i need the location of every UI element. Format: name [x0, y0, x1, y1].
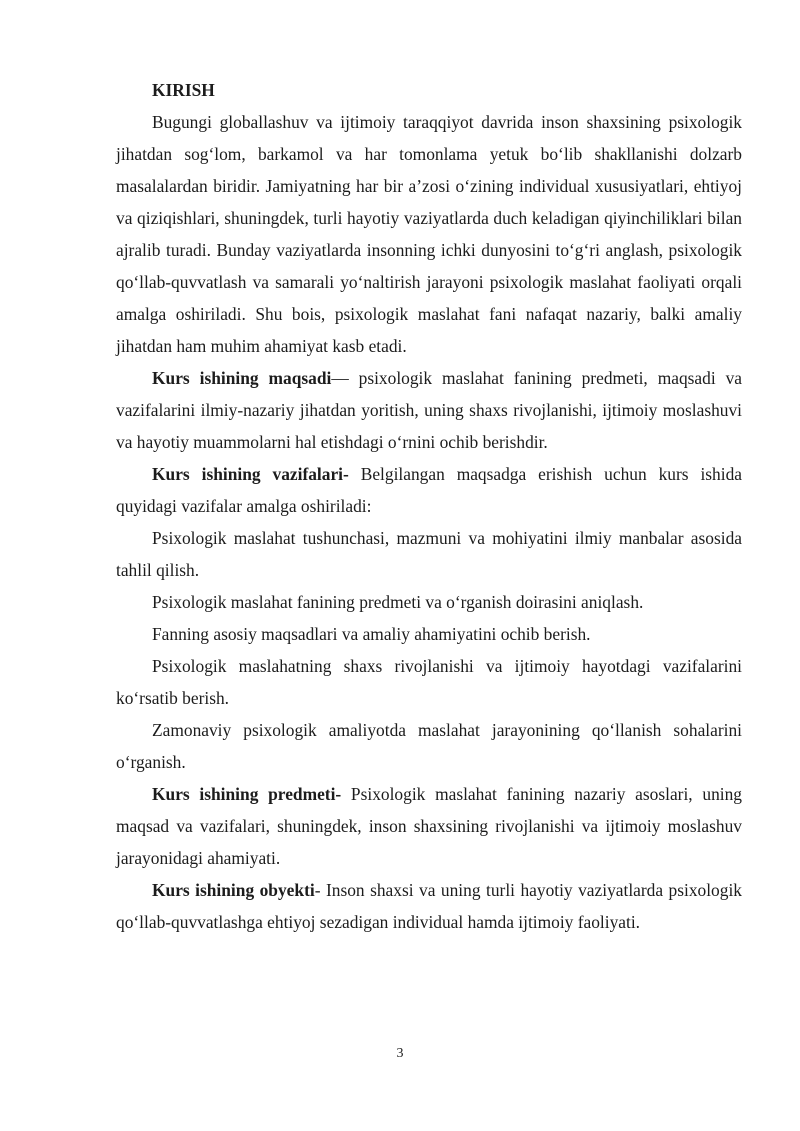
intro-paragraph: Bugungi globallashuv va ijtimoiy taraqqiyot davrida inson shaxsining psixologik jihatdan sog‘lom, barkamol va har tomonlama yetuk bo‘lib shakllanishi dolzarb masalalardan biridir. Jamiyatning har bir a’zosi o‘zining individual xususiyatlari, ehtiyoj va qiziqishlari, shuningdek, turli hayotiy vaziyatlarda duch keladigan qiyinchiliklari bilan ajralib turadi. Bunday vaziyatlarda insonning ichki dunyosini to‘g‘ri anglash, psixologik qo‘llab-quvvatlash va samarali yo‘naltirish jarayoni psixologik maslahat faoliyati orqali amalga oshiriladi. Shu bois, psixologik maslahat fani nafaqat nazariy, balki amaliy jihatdan ham muhim ahamiyat kasb etadi.	[116, 112, 742, 356]
document-page	[116, 74, 742, 938]
tasks-paragraph	[116, 458, 742, 522]
task-item: Zamonaviy psixologik amaliyotda maslahat jarayonining qo‘llanish sohalarini o‘rganish.	[116, 720, 742, 772]
task-item: Fanning asosiy maqsadlari va amaliy ahamiyatini ochib berish.	[152, 624, 591, 644]
tasks-lead: Kurs ishining vazifalari-	[152, 464, 349, 484]
goal-lead: Kurs ishining maqsadi	[152, 368, 332, 388]
task-item: Psixologik maslahat tushunchasi, mazmuni va mohiyatini ilmiy manbalar asosida tahlil qilish.	[116, 528, 742, 580]
section-heading: KIRISH	[152, 80, 215, 100]
goal-paragraph	[116, 362, 742, 458]
page-number: 3	[396, 1046, 404, 1061]
subject-text: Psixologik maslahat fanining nazariy asoslari, uning maqsad va vazifalari, shuningdek, inson shaxsining rivojlanishi va ijtimoiy moslashuv jarayonidagi ahamiyati.	[116, 784, 742, 868]
object-paragraph	[116, 874, 742, 938]
tasks-text: Belgilangan maqsadga erishish uchun kurs ishida quyidagi vazifalar amalga oshiriladi:	[116, 464, 743, 516]
subject-paragraph	[116, 778, 742, 874]
subject-lead: Kurs ishining predmeti-	[152, 784, 342, 804]
task-item: Psixologik maslahat fanining predmeti va o‘rganish doirasini aniqlash.	[152, 592, 644, 612]
object-text: - Inson shaxsi va uning turli hayotiy vaziyatlarda psixologik qo‘llab-quvvatlashga ehtiyoj sezadigan individual hamda ijtimoiy faoliyati.	[116, 880, 742, 932]
object-lead: Kurs ishining obyekti	[152, 880, 315, 900]
task-item: Psixologik maslahatning shaxs rivojlanishi va ijtimoiy hayotdagi vazifalarini ko‘rsatib berish.	[116, 656, 742, 708]
goal-text: — psixologik maslahat fanining predmeti, maqsadi va vazifalarini ilmiy-nazariy jihatdan yoritish, uning shaxs rivojlanishi, ijtimoiy moslashuvi va hayotiy muammolarni hal etishdagi o‘rnini ochib berishdir.	[116, 368, 742, 452]
